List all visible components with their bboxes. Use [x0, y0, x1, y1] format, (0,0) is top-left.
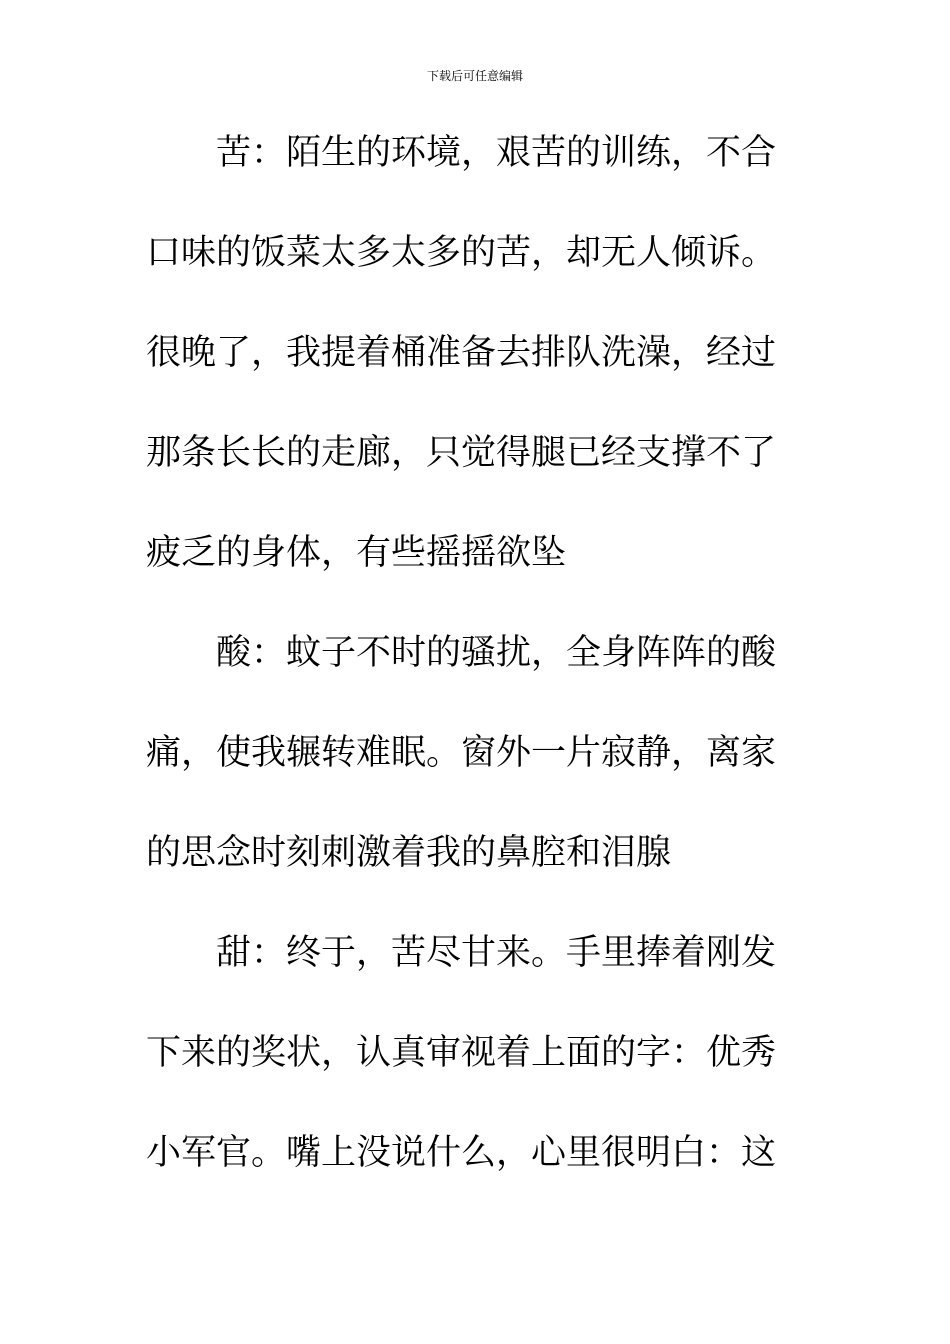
paragraph-bitter-line-3: 很晚了，我提着桶准备去排队洗澡，经过: [146, 333, 777, 373]
page-header: 下载后可任意编辑: [426, 69, 523, 83]
paragraph-bitter-line-5: 疲乏的身体，有些摇摇欲坠: [146, 533, 567, 573]
paragraph-sweet-line-3: 小军官。嘴上没说什么，心里很明白：这: [146, 1133, 777, 1173]
paragraph-sour-line-1: 酸：蚊子不时的骚扰，全身阵阵的酸: [216, 633, 777, 673]
paragraph-sweet-line-1: 甜：终于，苦尽甘来。手里捧着刚发: [216, 933, 777, 973]
paragraph-sour-line-3: 的思念时刻刺激着我的鼻腔和泪腺: [146, 833, 672, 873]
paragraph-bitter-line-2: 口味的饭菜太多太多的苦，却无人倾诉。: [146, 233, 777, 273]
paragraph-sweet-line-2: 下来的奖状，认真审视着上面的字：优秀: [146, 1033, 777, 1073]
paragraph-bitter-line-1: 苦：陌生的环境，艰苦的训练，不合: [216, 133, 777, 173]
paragraph-sour-line-2: 痛，使我辗转难眠。窗外一片寂静，离家: [146, 733, 777, 773]
paragraph-bitter-line-4: 那条长长的走廊，只觉得腿已经支撑不了: [146, 433, 777, 473]
